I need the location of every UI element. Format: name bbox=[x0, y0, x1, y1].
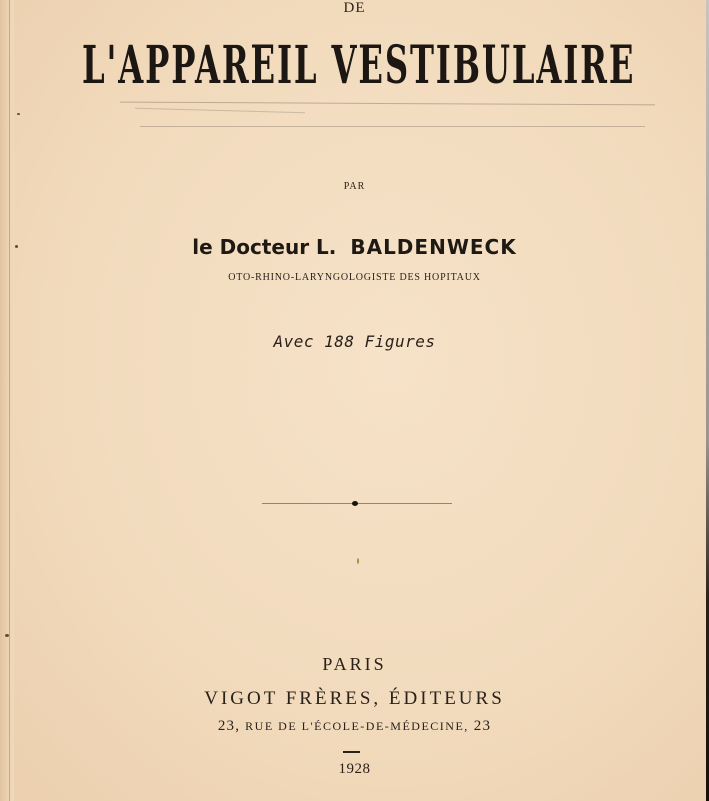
pencil-underline bbox=[140, 126, 645, 127]
publication-year: 1928 bbox=[338, 761, 371, 777]
address-number: 23, bbox=[217, 718, 241, 734]
by-label: PAR bbox=[343, 181, 366, 192]
figures-note: Avec 188 Figures bbox=[273, 332, 436, 351]
author-prefix: le Docteur L. bbox=[192, 235, 337, 259]
author-line bbox=[0, 235, 709, 259]
author-surname: BALDENWECK bbox=[350, 235, 517, 259]
book-spine-shadow bbox=[0, 0, 14, 801]
gutter-line bbox=[9, 0, 10, 801]
imprint-rule bbox=[343, 751, 360, 753]
divider-ornament-icon bbox=[352, 501, 358, 506]
paper-speck bbox=[17, 113, 20, 115]
imprint-publisher: VIGOT FRÈRES, ÉDITEURS bbox=[204, 688, 505, 709]
title-preposition: DE bbox=[343, 0, 366, 16]
imprint-address bbox=[0, 718, 709, 735]
pencil-underline bbox=[120, 102, 655, 106]
address-number: 23 bbox=[473, 718, 492, 734]
book-title: L'APPAREIL VESTIBULAIRE bbox=[82, 35, 636, 96]
paper-speck bbox=[357, 558, 359, 564]
address-street: RUE DE L'ÉCOLE-DE-MÉDECINE, bbox=[245, 719, 469, 733]
pencil-underline bbox=[135, 108, 305, 113]
paper-speck bbox=[5, 634, 9, 637]
author-affiliation: OTO-RHINO-LARYNGOLOGISTE DES HOPITAUX bbox=[228, 272, 481, 283]
imprint-city: PARIS bbox=[322, 654, 387, 674]
paper-speck bbox=[15, 245, 18, 248]
